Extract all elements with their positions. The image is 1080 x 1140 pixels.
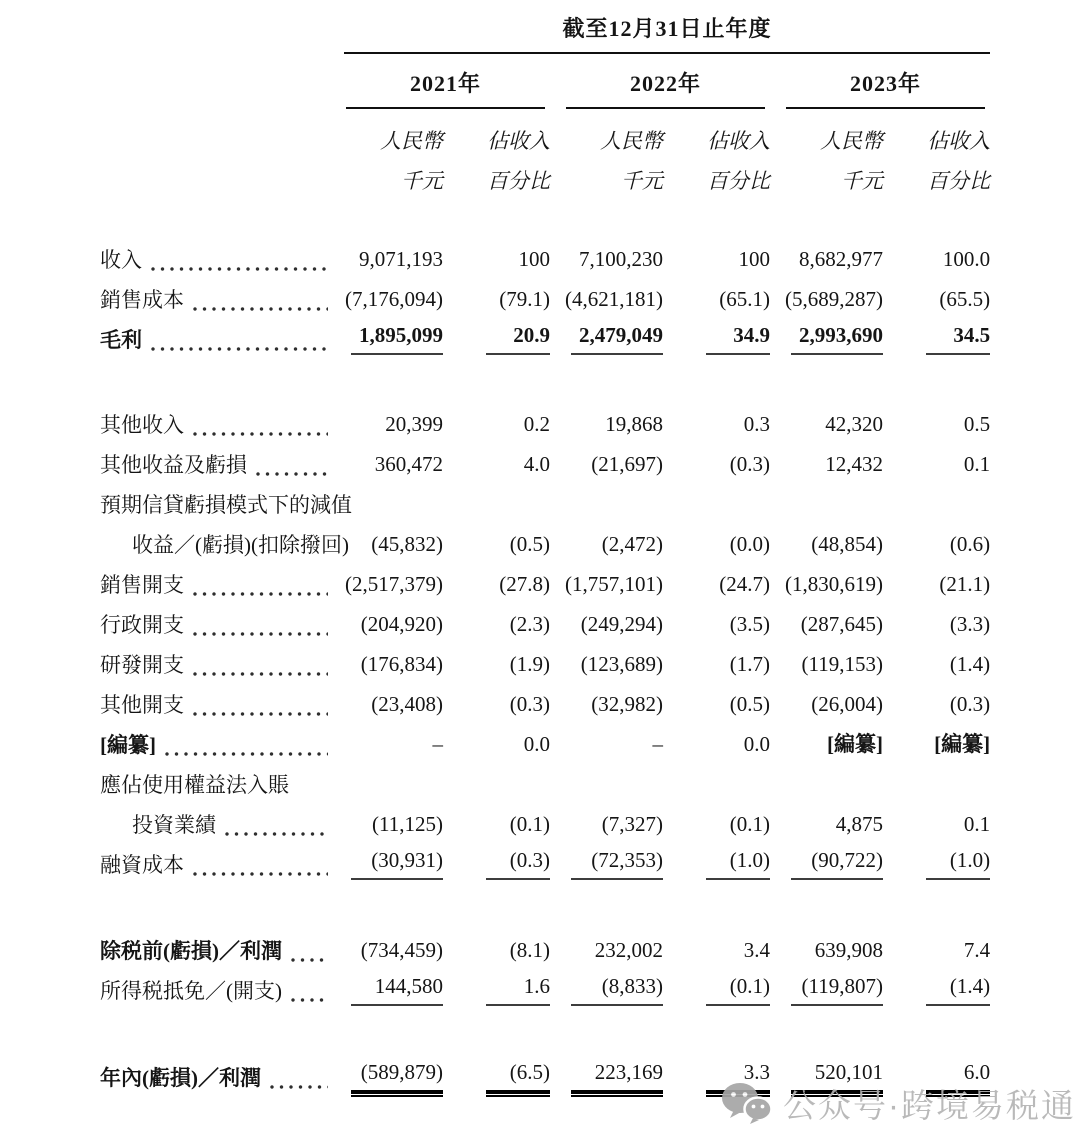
value-text: (1.7) [729,651,770,676]
value-cell [883,644,990,684]
value-cell [550,239,663,279]
value-cell [883,319,990,359]
value-cell [663,239,770,279]
value-cell [883,239,990,279]
value-cell [443,804,550,844]
value-cell [883,844,990,884]
value-text: (119,153) [801,651,883,676]
dot-leader [151,267,328,271]
corner-cell [100,155,330,195]
table-wrap [100,4,990,1097]
table-body [100,239,990,1097]
col-header-rmb-unit: 千元 [621,169,663,193]
value-text: (1.0) [926,849,990,879]
value-text: (26,004) [811,691,883,716]
value-text: (2,517,379) [345,571,443,596]
row-label [100,239,330,279]
value-text: (7,176,094) [345,286,443,311]
value-cell [883,404,990,444]
value-cell [443,239,550,279]
row-label [100,319,330,359]
col-header-pct: 佔收入 [707,129,770,153]
row-label [100,764,990,804]
value-cell [443,404,550,444]
value-cell [330,444,443,484]
row-label [100,644,330,684]
value-text: 12,432 [825,451,883,476]
row-label-text: 投資業績 [132,813,216,837]
dot-leader [193,432,328,436]
value-text: 3.3 [706,1061,770,1093]
value-text: (90,722) [791,849,883,879]
value-cell [883,444,990,484]
value-text: (589,879) [351,1061,443,1093]
table-row [100,724,990,764]
value-text: 232,002 [594,937,663,962]
value-text: 19,868 [605,411,663,436]
value-text: 1.6 [486,975,550,1005]
value-cell [443,444,550,484]
row-label-text: [編纂] [100,733,156,757]
value-text: (65.5) [939,286,991,311]
value-text: (5,689,287) [785,286,883,311]
value-cell [663,319,770,359]
value-text: (11,125) [372,811,443,836]
value-cell [770,644,883,684]
value-text: (1.4) [949,651,991,676]
value-cell [663,404,770,444]
value-text: (21,697) [591,451,663,476]
value-text: (3.3) [949,611,991,636]
row-label [100,484,990,524]
value-text: 0.3 [743,411,770,436]
table-row [100,804,990,844]
value-text: (1.9) [509,651,550,676]
value-cell [330,239,443,279]
value-cell [663,524,770,564]
value-cell [550,970,663,1010]
table-row [100,319,990,359]
value-cell [883,524,990,564]
value-text: 223,169 [571,1061,663,1093]
row-label [100,724,330,764]
value-text: – [652,731,663,756]
row-label-text: 其他開支 [100,693,184,717]
dot-leader [193,872,328,876]
watermark [720,1080,1076,1127]
value-text: (23,408) [371,691,443,716]
value-text: (2.3) [509,611,550,636]
row-label-text: 所得税抵免／(開支) [100,979,282,1003]
value-text: (0.1) [706,975,770,1005]
value-cell [883,564,990,604]
value-text: (1,757,101) [565,571,663,596]
value-cell [770,279,883,319]
value-cell [443,844,550,884]
value-text: (32,982) [591,691,663,716]
value-cell [443,279,550,319]
table-row [100,564,990,604]
value-cell [550,564,663,604]
row-label [100,684,330,724]
row-label [100,930,330,970]
value-cell [330,684,443,724]
row-label [100,564,330,604]
value-cell [330,970,443,1010]
dot-leader [291,958,328,962]
table-row [100,604,990,644]
corner-cell [100,109,330,155]
row-label [100,604,330,644]
value-text: 9,071,193 [359,246,443,271]
value-text: 6.0 [926,1061,990,1093]
table-row [100,970,990,1010]
value-cell [550,724,663,764]
table-row [100,930,990,970]
dot-leader [270,1085,328,1089]
value-text: (0.5) [729,691,770,716]
value-text: 1,895,099 [351,324,443,354]
value-text: 7,100,230 [579,246,663,271]
row-label [100,279,330,319]
value-text: (8.1) [509,937,550,962]
subheader-row-1 [100,109,990,155]
value-text: 42,320 [825,411,883,436]
value-cell [550,1057,663,1097]
value-text: 4.0 [523,451,550,476]
value-cell [663,804,770,844]
dot-leader [193,632,328,636]
value-text: 520,101 [791,1061,883,1093]
watermark-text: 公众号·跨境易税通 [783,1087,1076,1124]
value-text: (204,920) [360,611,443,636]
value-cell [770,970,883,1010]
value-text: (0.3) [486,849,550,879]
value-cell [550,279,663,319]
value-cell [330,804,443,844]
value-cell [770,319,883,359]
value-text: (0.3) [949,691,991,716]
value-cell [770,524,883,564]
year-2023-label: 2023年 [786,54,985,109]
value-text: 100.0 [942,246,991,271]
value-text: (48,854) [811,531,883,556]
value-cell [550,444,663,484]
row-label-text: 其他收益及虧損 [100,453,247,477]
value-cell [883,604,990,644]
header-gap [100,195,990,239]
value-text: (21.1) [939,571,991,596]
value-text: 8,682,977 [799,246,883,271]
row-label-text: 預期信貸虧損模式下的減值 [100,493,352,517]
value-cell [770,844,883,884]
year-2022-label: 2022年 [566,54,765,109]
value-cell [663,564,770,604]
value-text: (1,830,619) [785,571,883,596]
value-cell [770,444,883,484]
table-header [100,4,990,239]
row-label [100,844,330,884]
value-cell [443,684,550,724]
value-cell [770,804,883,844]
value-text: 4,875 [835,811,883,836]
dot-leader [256,472,328,476]
value-cell [883,930,990,970]
value-cell [663,724,770,764]
year-header-row [100,54,990,109]
value-cell [550,684,663,724]
value-cell [550,804,663,844]
value-cell [443,564,550,604]
value-cell [330,644,443,684]
table-row [100,764,990,804]
value-cell [443,644,550,684]
value-text: 20,399 [385,411,443,436]
value-cell [883,970,990,1010]
table-row [100,524,990,564]
row-label-text: 研發開支 [100,653,184,677]
value-text: 0.5 [963,411,991,436]
value-text: 0.0 [523,731,550,756]
col-header-pct: 佔收入 [487,129,550,153]
value-cell [883,724,990,764]
table-row [100,404,990,444]
value-cell [883,684,990,724]
value-text: (249,294) [580,611,663,636]
value-cell [663,604,770,644]
value-text: (1.0) [706,849,770,879]
value-cell [663,644,770,684]
value-text: 34.9 [706,324,770,354]
section-spacer [100,1010,990,1057]
row-label-text: 毛利 [100,328,142,352]
value-cell [330,319,443,359]
row-label-text: 行政開支 [100,613,184,637]
value-cell [770,404,883,444]
row-label [100,1057,330,1097]
row-label-text: 銷售開支 [100,573,184,597]
value-text: (27.8) [499,571,550,596]
dot-leader [165,752,328,756]
table-row [100,644,990,684]
value-text: [編纂] [827,731,883,756]
row-label-text: 銷售成本 [100,288,184,312]
value-text: (45,832) [371,531,443,556]
dot-leader [225,832,328,836]
value-text: 100 [518,246,550,271]
col-header-pct: 佔收入 [927,129,991,153]
row-label-text: 收益／(虧損)(扣除撥回) [132,533,349,557]
value-cell [770,604,883,644]
col-header-rmb-unit: 千元 [841,169,883,193]
value-text: 3.4 [743,937,770,962]
value-cell [770,724,883,764]
col-header-pct-unit: 百分比 [487,169,550,193]
value-text: (0.1) [729,811,770,836]
value-cell [330,564,443,604]
col-header-rmb: 人民幣 [600,129,663,153]
value-text: (123,689) [580,651,663,676]
value-text: (7,327) [601,811,663,836]
subheader-row-2 [100,155,990,195]
value-cell [330,844,443,884]
row-label-text: 年內(虧損)／利潤 [100,1066,261,1090]
table-row [100,684,990,724]
value-text: 360,472 [374,451,443,476]
value-text: 639,908 [814,937,883,962]
value-cell [770,564,883,604]
section-spacer [100,359,990,404]
value-text: (0.3) [509,691,550,716]
value-cell [550,319,663,359]
value-text: 7.4 [963,937,991,962]
value-text: (30,931) [351,849,443,879]
table-row [100,844,990,884]
period-title-row [100,4,990,54]
value-text: 0.1 [963,811,991,836]
dot-leader [151,347,328,351]
value-text: (0.5) [509,531,550,556]
row-label-text: 除税前(虧損)／利潤 [100,939,282,963]
value-cell [330,279,443,319]
value-text: 144,580 [351,975,443,1005]
value-text: (2,472) [601,531,663,556]
row-label-text: 收入 [100,248,142,272]
dot-leader [193,672,328,676]
value-cell [330,404,443,444]
value-text: (287,645) [800,611,883,636]
value-text: (72,353) [571,849,663,879]
row-label-text: 其他收入 [100,413,184,437]
dot-leader [193,712,328,716]
value-cell [330,724,443,764]
row-label [100,444,330,484]
value-text: 34.5 [926,324,990,354]
value-cell [443,319,550,359]
table-row [100,239,990,279]
value-text: (734,459) [360,937,443,962]
value-cell [443,604,550,644]
dot-leader [193,307,328,311]
value-cell [330,604,443,644]
row-label [100,404,330,444]
value-cell [443,524,550,564]
col-header-rmb: 人民幣 [820,129,883,153]
value-cell [663,844,770,884]
value-cell [663,279,770,319]
value-text: (24.7) [719,571,770,596]
value-cell [663,444,770,484]
value-text: 0.1 [963,451,991,476]
dot-leader [291,998,328,1002]
value-cell [330,1057,443,1097]
value-cell [663,684,770,724]
wechat-icon [720,1081,774,1127]
value-cell [770,684,883,724]
dot-leader [193,592,328,596]
value-text: 2,993,690 [791,324,883,354]
value-cell [663,930,770,970]
value-cell [550,930,663,970]
value-cell [883,804,990,844]
value-cell [550,524,663,564]
value-text: (4,621,181) [565,286,663,311]
value-text: 0.2 [523,411,550,436]
income-statement-table [100,4,990,1097]
value-cell [443,930,550,970]
corner-cell [100,4,330,54]
value-cell [550,844,663,884]
col-header-rmb-unit: 千元 [401,169,443,193]
value-text: 100 [738,246,770,271]
value-text: (0.0) [729,531,770,556]
value-text: 2,479,049 [571,324,663,354]
value-text: 0.0 [743,731,770,756]
value-cell [550,604,663,644]
value-text: 20.9 [486,324,550,354]
value-text: (0.6) [949,531,991,556]
value-text: (119,807) [791,975,883,1005]
value-text: (3.5) [729,611,770,636]
value-text: [編纂] [934,731,991,756]
row-label [100,970,330,1010]
value-text: (0.3) [729,451,770,476]
value-cell [443,724,550,764]
value-cell [550,644,663,684]
row-label-text: 應佔使用權益法入賬 [100,773,289,797]
year-2021-label: 2021年 [346,54,545,109]
value-text: (65.1) [719,286,770,311]
row-label [100,524,349,564]
value-text: (176,834) [360,651,443,676]
period-title: 截至12月31日止年度 [344,4,990,54]
value-cell [663,970,770,1010]
value-text: (8,833) [571,975,663,1005]
table-row [100,279,990,319]
value-text: – [432,731,443,756]
value-text: (1.4) [926,975,990,1005]
value-text: (79.1) [499,286,550,311]
row-label [100,804,330,844]
table-row [100,484,990,524]
value-text: (0.1) [509,811,550,836]
value-cell [330,930,443,970]
value-cell [770,239,883,279]
value-cell [883,279,990,319]
col-header-pct-unit: 百分比 [707,169,770,193]
corner-cell [100,54,330,109]
col-header-pct-unit: 百分比 [927,169,991,193]
value-cell [770,930,883,970]
row-label-text: 融資成本 [100,853,184,877]
value-text: (6.5) [486,1061,550,1093]
value-cell [443,970,550,1010]
table-row [100,444,990,484]
section-spacer [100,884,990,930]
value-cell [550,404,663,444]
value-cell [443,1057,550,1097]
col-header-rmb: 人民幣 [380,129,443,153]
